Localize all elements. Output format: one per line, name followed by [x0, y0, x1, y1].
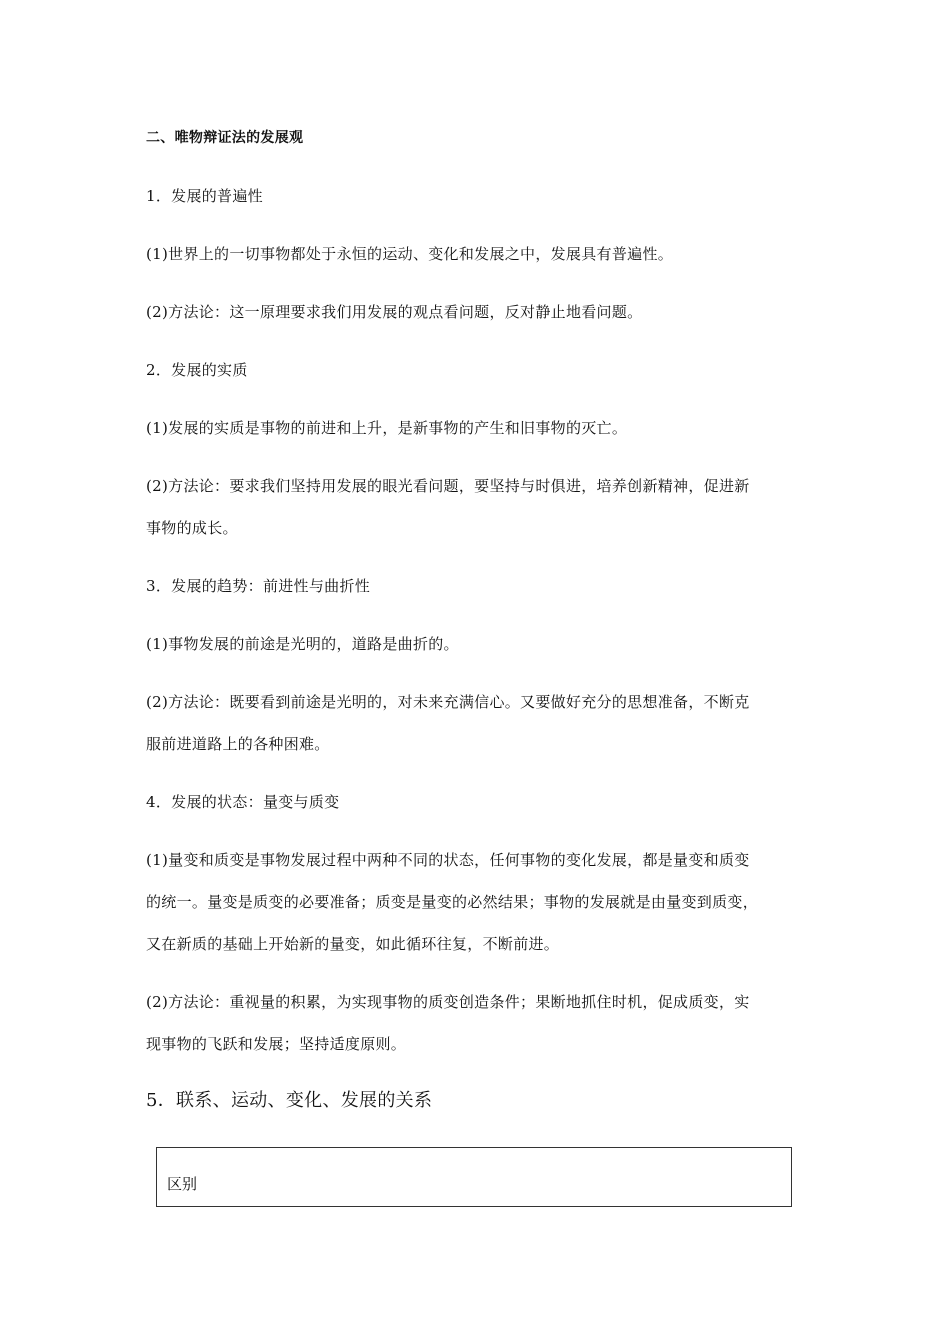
paragraph-1-2: (2)方法论：这一原理要求我们用发展的观点看问题，反对静止地看问题。 — [146, 303, 643, 321]
paragraph-4-2-line-1: (2)方法论：重视量的积累，为实现事物的质变创造条件；果断地抓住时机，促成质变，实 — [146, 993, 750, 1011]
paragraph-3-2-line-1: (2)方法论：既要看到前途是光明的，对未来充满信心。又要做好充分的思想准备，不断克 — [146, 693, 750, 711]
paragraph-3-1: (1)事物发展的前途是光明的，道路是曲折的。 — [146, 635, 459, 653]
paragraph-4-1-line-3: 又在新质的基础上开始新的量变，如此循环往复，不断前进。 — [146, 935, 560, 953]
relation-table — [156, 1147, 792, 1207]
heading-1: 1．发展的普遍性 — [146, 187, 263, 205]
paragraph-2-2-line-1: (2)方法论：要求我们坚持用发展的眼光看问题，要坚持与时俱进，培养创新精神，促进新 — [146, 477, 750, 495]
paragraph-2-1: (1)发展的实质是事物的前进和上升，是新事物的产生和旧事物的灭亡。 — [146, 419, 628, 437]
paragraph-1-1: (1)世界上的一切事物都处于永恒的运动、变化和发展之中，发展具有普遍性。 — [146, 245, 674, 263]
section-title: 二、唯物辩证法的发展观 — [146, 130, 304, 146]
paragraph-3-2-line-2: 服前进道路上的各种困难。 — [146, 735, 330, 753]
paragraph-2-2-line-2: 事物的成长。 — [146, 519, 238, 537]
paragraph-4-1-line-1: (1)量变和质变是事物发展过程中两种不同的状态，任何事物的变化发展，都是量变和质变 — [146, 851, 750, 869]
heading-4: 4．发展的状态：量变与质变 — [146, 793, 340, 811]
heading-2: 2．发展的实质 — [146, 361, 248, 379]
heading-3: 3．发展的趋势：前进性与曲折性 — [146, 577, 371, 595]
paragraph-4-2-line-2: 现事物的飞跃和发展；坚持适度原则。 — [146, 1035, 407, 1053]
table-cell-difference: 区别 — [167, 1175, 198, 1193]
paragraph-4-1-line-2: 的统一。量变是质变的必要准备；质变是量变的必然结果；事物的发展就是由量变到质变， — [146, 893, 759, 911]
heading-5: 5．联系、运动、变化、发展的关系 — [146, 1090, 433, 1111]
